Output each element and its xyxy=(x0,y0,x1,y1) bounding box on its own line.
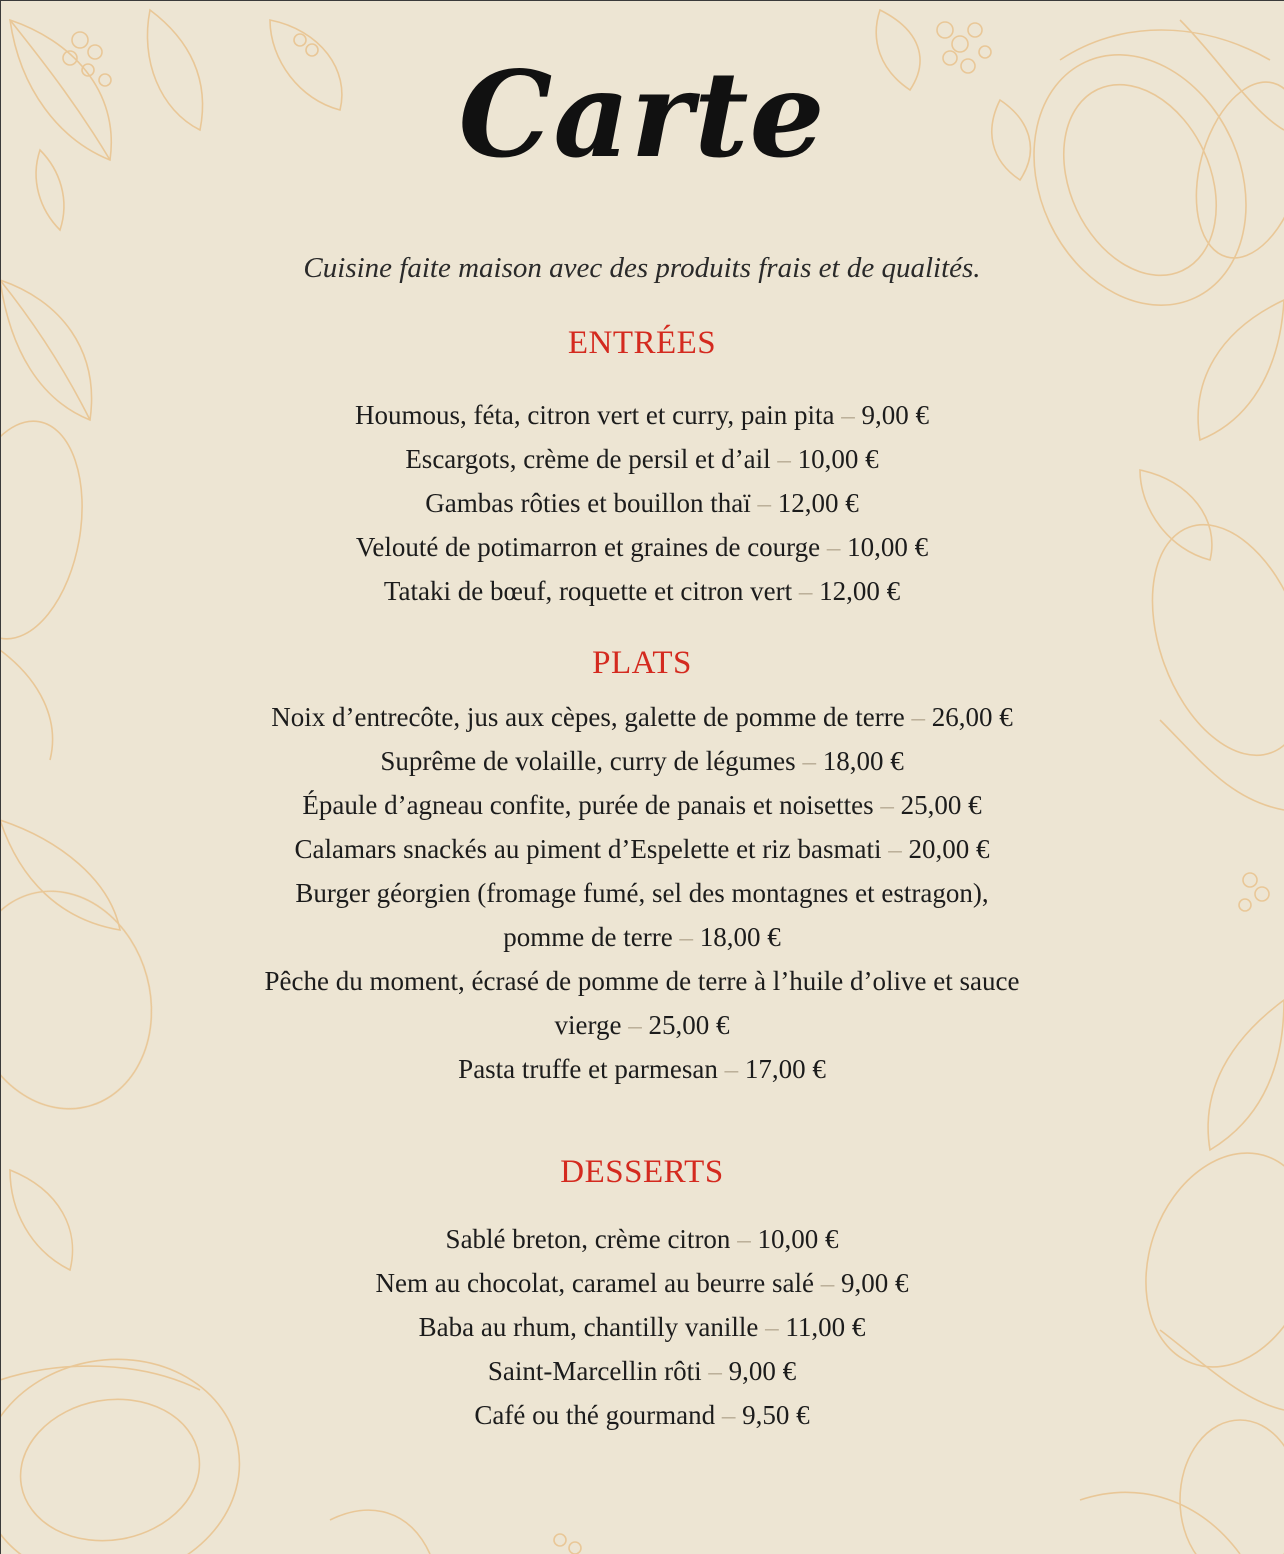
dish-price: 9,00 € xyxy=(728,1356,797,1386)
dish-price: 25,00 € xyxy=(648,1010,730,1040)
dish-price: 20,00 € xyxy=(908,834,990,864)
dish-price: 9,00 € xyxy=(861,400,930,430)
separator: – xyxy=(708,1356,722,1386)
section-heading-entrees: ENTRÉES xyxy=(567,325,717,361)
separator: – xyxy=(798,576,813,606)
menu-item xyxy=(0,739,1284,783)
dish-name: Saint-Marcellin rôti xyxy=(487,1356,702,1386)
separator: – xyxy=(888,834,902,864)
dish-price: 18,00 € xyxy=(699,922,781,952)
dish-name: Calamars snackés au piment d’Espelette et riz basmati xyxy=(294,834,882,864)
separator: – xyxy=(880,790,894,820)
plats-list xyxy=(0,695,1284,1091)
dish-name: Burger géorgien (fromage fumé, sel des montagnes et estragon), pomme de terre xyxy=(295,878,989,952)
dish-name: Baba au rhum, chantilly vanille xyxy=(418,1312,759,1342)
separator: – xyxy=(724,1054,739,1084)
dish-name: Sablé breton, crème citron xyxy=(445,1224,731,1254)
menu-item xyxy=(0,1349,1284,1393)
dish-price: 10,00 € xyxy=(757,1224,839,1254)
menu-item xyxy=(0,1261,1284,1305)
dish-name: Suprême de volaille, curry de légumes xyxy=(380,746,796,776)
dish-name: Escargots, crème de persil et d’ail xyxy=(405,444,771,474)
desserts-list xyxy=(0,1217,1284,1437)
menu-item xyxy=(0,525,1284,569)
menu-item xyxy=(0,827,1284,871)
dish-price: 9,50 € xyxy=(742,1400,810,1430)
separator: – xyxy=(721,1400,736,1430)
dish-price: 12,00 € xyxy=(819,576,901,606)
dish-price: 12,00 € xyxy=(777,488,859,518)
dish-name: Épaule d’agneau confite, purée de panais et noisettes xyxy=(302,790,874,820)
menu-item xyxy=(0,959,1284,1047)
dish-price: 18,00 € xyxy=(822,746,904,776)
dish-price: 17,00 € xyxy=(744,1054,826,1084)
menu-item xyxy=(0,437,1284,481)
menu-item xyxy=(0,1393,1284,1437)
separator: – xyxy=(841,400,855,430)
dish-price: 9,00 € xyxy=(841,1268,909,1298)
dish-name: Café ou thé gourmand xyxy=(474,1400,716,1430)
menu-item xyxy=(0,695,1284,739)
dish-name: Nem au chocolat, caramel au beurre salé xyxy=(375,1268,814,1298)
menu-item xyxy=(0,783,1284,827)
separator: – xyxy=(757,488,771,518)
dish-price: 10,00 € xyxy=(797,444,879,474)
menu-item xyxy=(0,569,1284,613)
entrees-list xyxy=(0,393,1284,613)
separator: – xyxy=(628,1010,642,1040)
separator: – xyxy=(679,922,693,952)
separator: – xyxy=(777,444,791,474)
menu-item xyxy=(0,481,1284,525)
dish-name: Pêche du moment, écrasé de pomme de terre à l’huile d’olive et sauce vierge xyxy=(264,966,1020,1040)
separator: – xyxy=(826,532,841,562)
dish-price: 10,00 € xyxy=(847,532,929,562)
section-heading-desserts: DESSERTS xyxy=(560,1154,724,1190)
dish-name: Velouté de potimarron et graines de courge xyxy=(355,532,821,562)
dish-name: Noix d’entrecôte, jus aux cèpes, galette de pomme de terre xyxy=(271,702,905,732)
separator: – xyxy=(911,702,925,732)
menu-item xyxy=(0,1047,1284,1091)
separator: – xyxy=(802,746,816,776)
dish-price: 11,00 € xyxy=(785,1312,866,1342)
menu-item xyxy=(0,393,1284,437)
dish-name: Tataki de bœuf, roquette et citron vert xyxy=(383,576,793,606)
section-heading-plats: PLATS xyxy=(592,645,692,681)
dish-name: Houmous, féta, citron vert et curry, pain pita xyxy=(354,400,835,430)
menu-item xyxy=(0,1305,1284,1349)
separator: – xyxy=(737,1224,751,1254)
separator: – xyxy=(820,1268,835,1298)
dish-name: Gambas rôties et bouillon thaï xyxy=(425,488,751,518)
menu-item xyxy=(0,871,1284,959)
menu-item xyxy=(0,1217,1284,1261)
page-subtitle: Cuisine faite maison avec des produits frais et de qualités. xyxy=(303,252,981,284)
dish-name: Pasta truffe et parmesan xyxy=(458,1054,718,1084)
dish-price: 26,00 € xyxy=(931,702,1013,732)
dish-price: 25,00 € xyxy=(900,790,982,820)
page-title: Carte xyxy=(458,45,826,184)
separator: – xyxy=(765,1312,779,1342)
